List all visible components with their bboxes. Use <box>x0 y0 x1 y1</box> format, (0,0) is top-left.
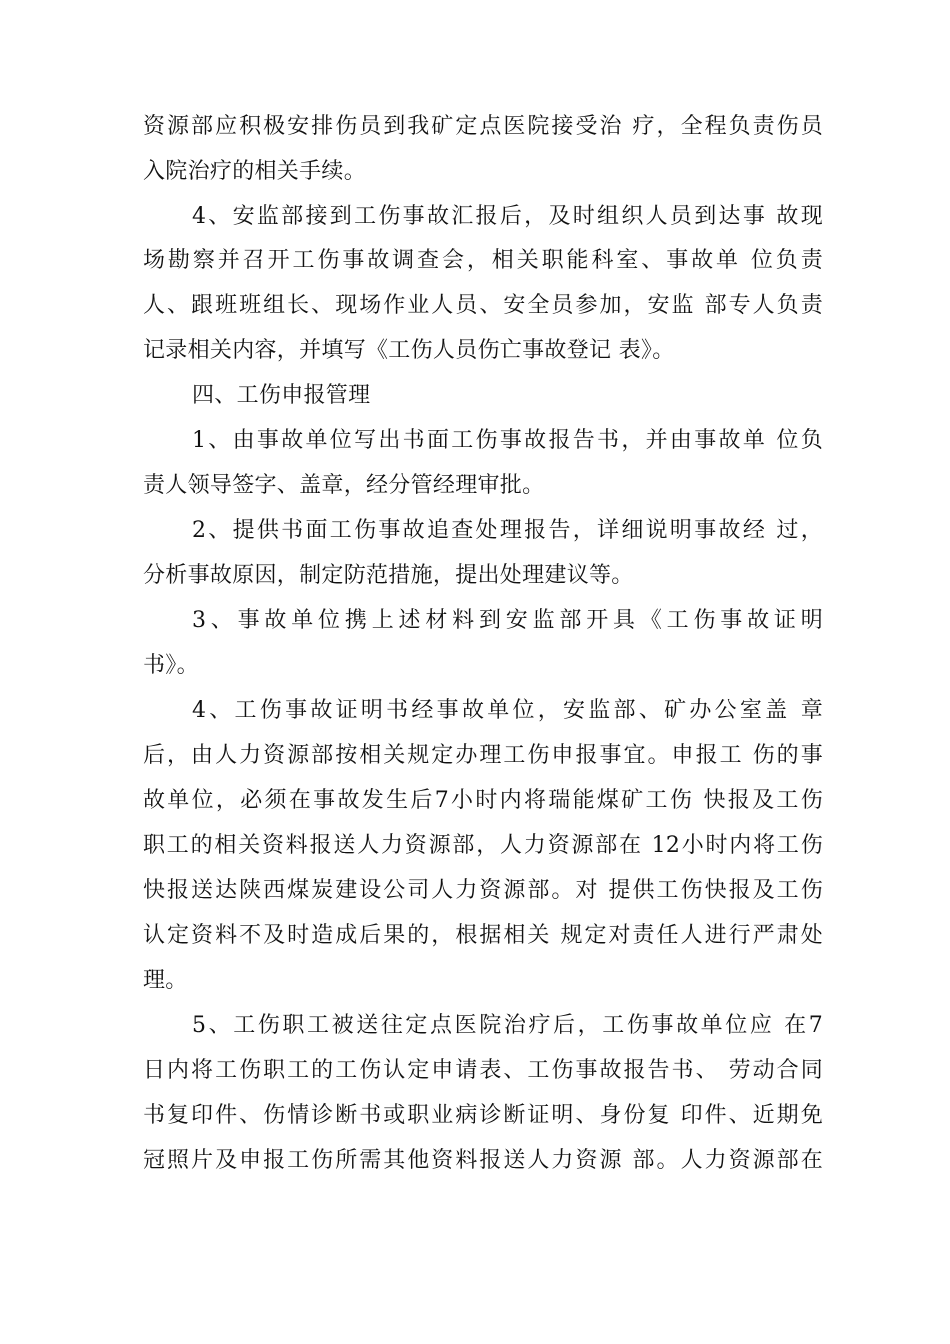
body-line: 故单位，必须在事故发生后7小时内将瑞能煤矿工伤 快报及工伤 <box>143 788 823 813</box>
body-line: 入院治疗的相关手续。 <box>143 159 367 184</box>
body-line: 5、工伤职工被送往定点医院治疗后，工伤事故单位应 在7 <box>192 1013 823 1038</box>
body-line: 职工的相关资料报送人力资源部，人力资源部在 12小时内将工伤 <box>143 833 823 858</box>
body-line: 书》。 <box>143 653 199 678</box>
body-line: 人、跟班班组长、现场作业人员、安全员参加，安监 部专人负责 <box>143 293 823 318</box>
body-line: 理。 <box>143 968 188 993</box>
body-line: 1、由事故单位写出书面工伤事故报告书，并由事故单 位负 <box>192 428 823 453</box>
body-line: 冠照片及申报工伤所需其他资料报送人力资源 部。人力资源部在 <box>143 1148 823 1173</box>
section-heading: 四、工伤申报管理 <box>192 383 371 408</box>
body-line: 责人领导签字、盖章，经分管经理审批。 <box>143 473 545 498</box>
body-line: 资源部应积极安排伤员到我矿定点医院接受治 疗，全程负责伤员 <box>143 114 823 139</box>
body-line: 书复印件、伤情诊断书或职业病诊断证明、身份复 印件、近期免 <box>143 1103 823 1128</box>
body-line: 4、安监部接到工伤事故汇报后，及时组织人员到达事 故现 <box>192 204 823 229</box>
body-line: 认定资料不及时造成后果的，根据相关 规定对责任人进行严肃处 <box>143 923 823 948</box>
body-line: 场勘察并召开工伤事故调查会，相关职能科室、事故单 位负责 <box>143 248 823 273</box>
body-line: 日内将工伤职工的工伤认定申请表、工伤事故报告书、 劳动合同 <box>143 1058 823 1083</box>
body-line: 快报送达陕西煤炭建设公司人力资源部。对 提供工伤快报及工伤 <box>143 878 823 903</box>
body-line: 2、提供书面工伤事故追查处理报告，详细说明事故经 过， <box>192 518 823 543</box>
body-line: 记录相关内容，并填写《工伤人员伤亡事故登记 表》。 <box>143 338 675 363</box>
body-line: 分析事故原因，制定防范措施，提出处理建议等。 <box>143 563 634 588</box>
body-line: 3、事故单位携上述材料到安监部开具《工伤事故证明 <box>192 608 823 633</box>
body-line: 4、工伤事故证明书经事故单位，安监部、矿办公室盖 章 <box>192 698 823 723</box>
body-line: 后，由人力资源部按相关规定办理工伤申报事宜。申报工 伤的事 <box>143 743 823 768</box>
